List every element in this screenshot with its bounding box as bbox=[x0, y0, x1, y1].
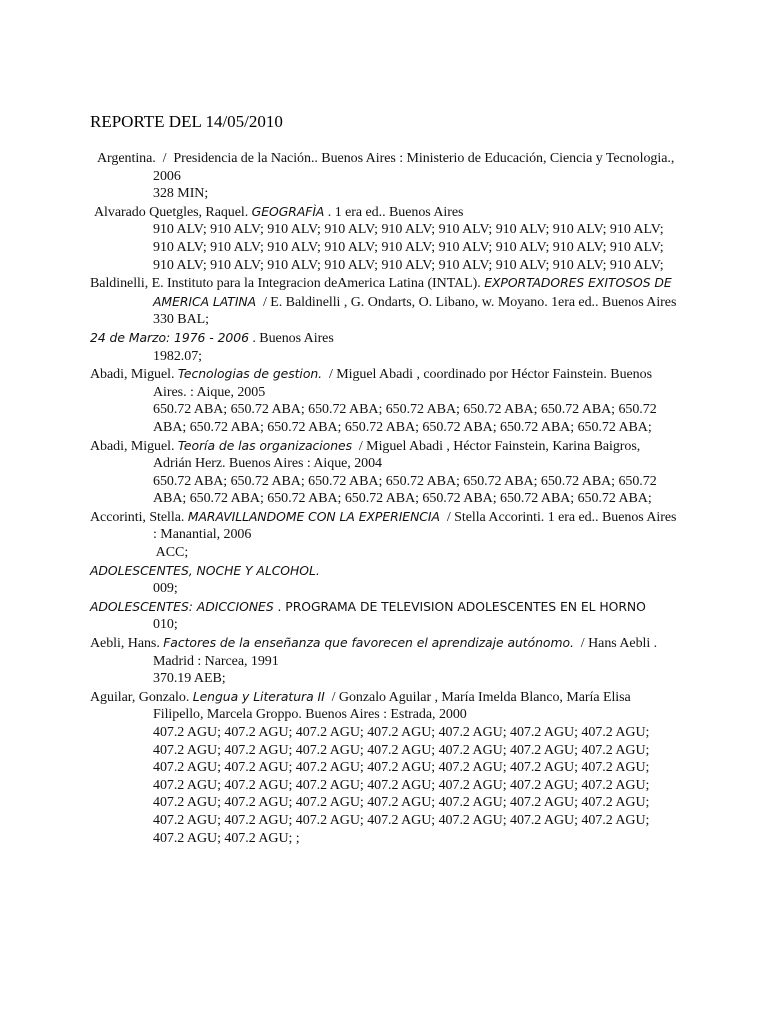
entry-title: GEOGRAFÌA bbox=[251, 203, 325, 219]
entry-call-numbers: 910 ALV; 910 ALV; 910 ALV; 910 ALV; 910 ALV; 910 ALV; 910 ALV; 910 ALV; 910 ALV; 910 ALV; 910 ALV; 910 ALV; 910 ALV; 910 ALV; 910 ALV; 910 ALV; 910 ALV; 910 ALV; 910 ALV; 910 ALV; 910 ALV; 910 ALV; 910 ALV; 910 ALV; 910 ALV; 910 ALV; 910 ALV; bbox=[153, 222, 664, 273]
entry-author: Abadi, Miguel. bbox=[90, 367, 175, 383]
entry-title: ADOLESCENTES: ADICCIONES bbox=[90, 598, 274, 614]
entry-publication: Presidencia de la Nación.. Buenos Aires : Ministerio de Educación, Ciencia y Tecnologia., 2006 bbox=[153, 151, 675, 184]
entry-title: Factores de la enseñanza que favorecen el aprendizaje autónomo. bbox=[163, 635, 574, 651]
entry-title: MARAVILLANDOME CON LA EXPERIENCIA bbox=[187, 508, 440, 524]
entry-publication: . PROGRAMA DE TELEVISION ADOLESCENTES EN EL HORNO bbox=[273, 598, 646, 614]
entry-description bbox=[90, 688, 678, 724]
entry-description bbox=[90, 508, 678, 544]
catalog-entry bbox=[90, 329, 678, 365]
catalog-entry bbox=[90, 274, 678, 329]
entry-description bbox=[90, 437, 678, 473]
catalog-entry bbox=[90, 688, 678, 847]
catalog-entry bbox=[90, 365, 678, 436]
entry-publication: . 1 era ed.. Buenos Aires bbox=[324, 204, 464, 220]
entry-publication: / Stella Accorinti. 1 era ed.. Buenos Aires : Manantial, 2006 bbox=[153, 509, 680, 543]
entry-separator: / bbox=[155, 151, 174, 166]
catalog-entry bbox=[90, 562, 678, 598]
entry-description bbox=[90, 150, 678, 185]
entry-publication: . Buenos Aires bbox=[248, 330, 334, 346]
entry-publication: / Hans Aebli . Madrid : Narcea, 1991 bbox=[153, 636, 661, 669]
catalog-entry bbox=[90, 598, 678, 634]
entry-author: Aebli, Hans. bbox=[90, 636, 160, 652]
catalog-entries bbox=[90, 150, 678, 847]
entry-title: Teoría de las organizaciones bbox=[177, 437, 352, 453]
entry-call-numbers: 010; bbox=[153, 617, 178, 633]
entry-publication: / E. Baldinelli , G. Ondarts, O. Libano, w. Moyano. 1era ed.. Buenos Aires bbox=[256, 294, 677, 310]
entry-call-numbers: 650.72 ABA; 650.72 ABA; 650.72 ABA; 650.72 ABA; 650.72 ABA; 650.72 ABA; 650.72 ABA; 650.72 ABA; 650.72 ABA; 650.72 ABA; 650.72 ABA; 650.72 ABA; 650.72 ABA; bbox=[153, 402, 657, 435]
entry-call-numbers: 330 BAL; bbox=[153, 312, 209, 328]
entry-call-numbers: 370.19 AEB; bbox=[153, 671, 226, 687]
entry-publication: / Miguel Abadi , Héctor Fainstein, Karina Baigros, Adrián Herz. Buenos Aires : Aique, 2004 bbox=[153, 438, 643, 472]
entry-call-numbers: 650.72 ABA; 650.72 ABA; 650.72 ABA; 650.72 ABA; 650.72 ABA; 650.72 ABA; 650.72 ABA; 650.72 ABA; 650.72 ABA; 650.72 ABA; 650.72 ABA; 650.72 ABA; 650.72 ABA; bbox=[153, 473, 657, 507]
entry-description bbox=[90, 598, 678, 617]
entry-call-numbers: 328 MIN; bbox=[153, 186, 209, 202]
catalog-entry bbox=[90, 203, 678, 274]
catalog-entry bbox=[90, 437, 678, 508]
entry-call-numbers: 407.2 AGU; 407.2 AGU; 407.2 AGU; 407.2 AGU; 407.2 AGU; 407.2 AGU; 407.2 AGU; 407.2 AGU; 407.2 AGU; 407.2 AGU; 407.2 AGU; 407.2 AGU; 407.2 AGU; 407.2 AGU; 407.2 AGU; 407.2 AGU; 407.2 AGU; 407.2 AGU; 407.2 AGU; 407.2 AGU; 407.2 AGU; 407.2 AGU; 407.2 AGU; 407.2 AGU; 407.2 AGU; 407.2 AGU; 407.2 AGU; 407.2 AGU; 407.2 AGU; 407.2 AGU; 407.2 AGU; 407.2 AGU; 407.2 AGU; 407.2 AGU; 407.2 AGU; 407.2 AGU; 407.2 AGU; 407.2 AGU; 407.2 AGU; 407.2 AGU; 407.2 AGU; 407.2 AGU; 407.2 AGU; 407.2 AGU; ; bbox=[153, 725, 650, 846]
entry-author: Alvarado Quetgles, Raquel. bbox=[94, 204, 249, 220]
entry-call-numbers: ACC; bbox=[153, 545, 189, 561]
entry-description bbox=[90, 562, 678, 581]
entry-title: ADOLESCENTES, NOCHE Y ALCOHOL. bbox=[90, 562, 320, 578]
entry-title: Tecnologias de gestion. bbox=[177, 366, 323, 382]
catalog-entry bbox=[90, 150, 678, 203]
entry-author: Abadi, Miguel. bbox=[90, 438, 175, 454]
entry-title: EXPORTADORES EXITOSOS DE AMERICA LATINA bbox=[153, 275, 672, 309]
entry-publication: / Miguel Abadi , coordinado por Héctor Fainstein. Buenos Aires. : Aique, 2005 bbox=[153, 367, 655, 400]
entry-publication: / Gonzalo Aguilar , María Imelda Blanco, María Elisa Filipello, Marcela Groppo. Buenos Aires : Estrada, 2000 bbox=[153, 689, 635, 723]
entry-description bbox=[90, 329, 678, 348]
catalog-entry bbox=[90, 634, 678, 688]
catalog-entry bbox=[90, 508, 678, 562]
entry-call-numbers: 009; bbox=[153, 581, 178, 597]
entry-author: Baldinelli, E. Instituto para la Integracion deAmerica Latina (INTAL). bbox=[90, 276, 481, 292]
entry-title: Lengua y Literatura II bbox=[192, 688, 325, 704]
entry-description bbox=[90, 634, 678, 670]
entry-call-numbers: 1982.07; bbox=[153, 348, 202, 364]
entry-author: Accorinti, Stella. bbox=[90, 509, 185, 525]
entry-title: 24 de Marzo: 1976 - 2006 bbox=[90, 329, 249, 345]
report-title: REPORTE DEL 14/05/2010 bbox=[90, 112, 283, 131]
entry-description bbox=[90, 365, 678, 401]
entry-author: Argentina. bbox=[97, 151, 156, 166]
entry-author: Aguilar, Gonzalo. bbox=[90, 689, 190, 705]
entry-description bbox=[90, 274, 678, 311]
entry-description bbox=[90, 203, 678, 222]
